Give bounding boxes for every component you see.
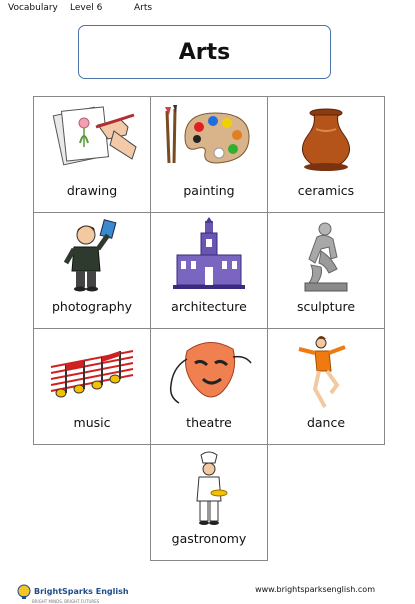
card-music <box>33 328 151 445</box>
theatre-icon <box>159 333 259 409</box>
gastronomy-icon <box>179 449 239 529</box>
header-subject: Vocabulary <box>8 3 58 13</box>
card-label: gastronomy <box>171 531 247 546</box>
painting-icon <box>159 101 259 177</box>
card-label: sculpture <box>296 299 356 314</box>
music-icon <box>47 333 137 409</box>
card-label: drawing <box>66 183 118 198</box>
sculpture-icon <box>291 217 361 297</box>
card-drawing <box>33 96 151 213</box>
card-theatre <box>150 328 268 445</box>
header-topic: Arts <box>134 3 153 13</box>
website-url[interactable]: www.brightsparksenglish.com <box>255 585 375 594</box>
card-label: photography <box>51 299 133 314</box>
card-label: theatre <box>186 415 232 430</box>
architecture-icon <box>167 217 251 297</box>
card-ceramics <box>267 96 385 213</box>
lightbulb-icon <box>16 584 32 600</box>
page-title: Arts <box>178 39 231 65</box>
card-label: ceramics <box>297 183 355 198</box>
card-painting <box>150 96 268 213</box>
drawing-icon <box>44 101 140 177</box>
brand-name: BrightSparks English <box>34 587 129 596</box>
card-label: dance <box>306 415 346 430</box>
header-level: Level 6 <box>70 3 103 13</box>
card-label: music <box>73 415 111 430</box>
card-dance <box>267 328 385 445</box>
card-photography <box>33 212 151 329</box>
card-label: painting <box>183 183 235 198</box>
card-gastronomy <box>150 444 268 561</box>
ceramics-icon <box>286 101 366 177</box>
brand-logo <box>16 579 129 604</box>
photography-icon <box>52 217 132 297</box>
card-sculpture <box>267 212 385 329</box>
card-label: architecture <box>171 299 247 314</box>
dance-icon <box>291 333 361 413</box>
title-box <box>78 25 331 79</box>
card-architecture <box>150 212 268 329</box>
brand-tagline: BRIGHT MINDS, BRIGHT FUTURES <box>32 599 100 604</box>
